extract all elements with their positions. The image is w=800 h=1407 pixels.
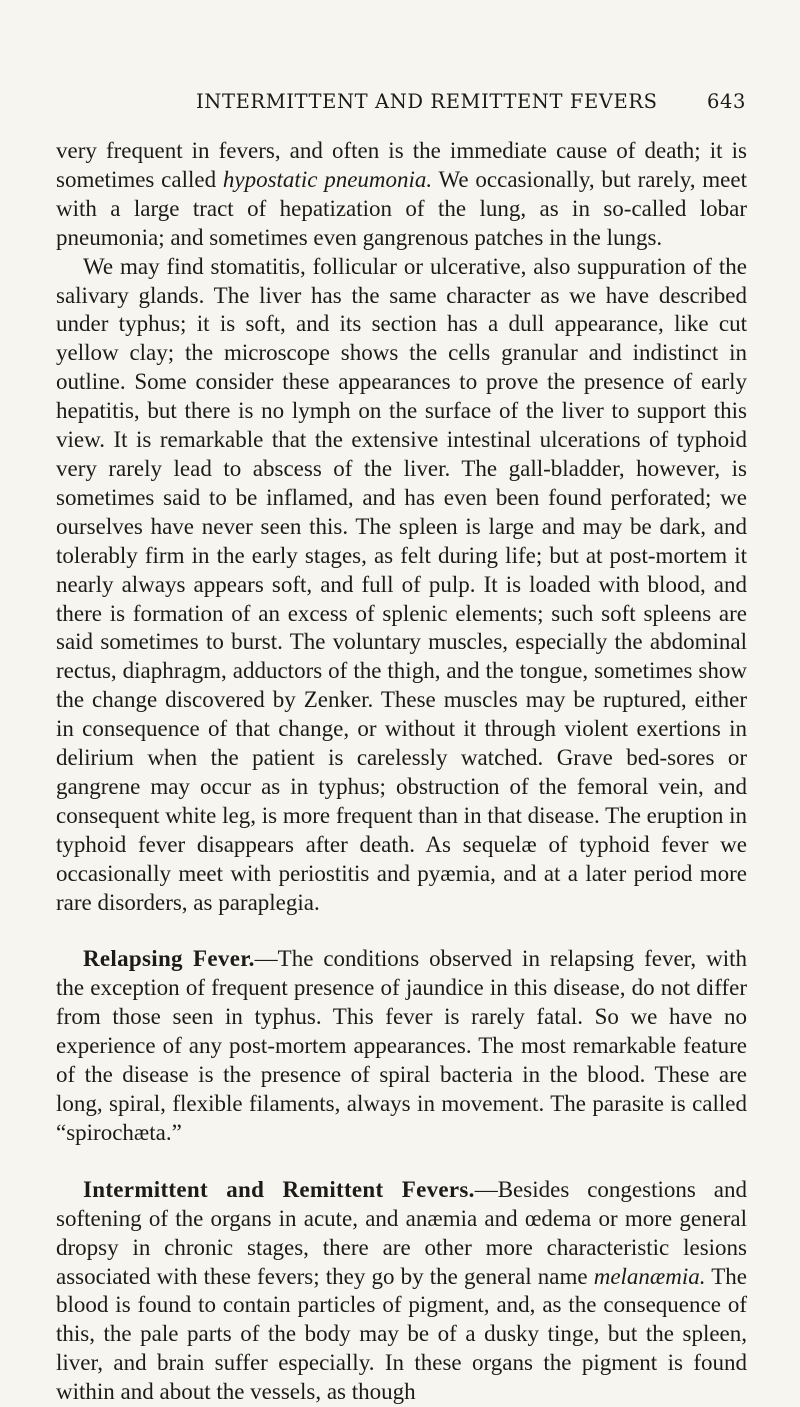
running-header (196, 90, 746, 120)
italic-term: melanæmia. (593, 1263, 706, 1289)
text-run: —The conditions observed in relapsing fever, with the exception of frequent presence of jaundice in this disease, do not differ from those seen in typhus. This fever is rarely fatal. So we have no experience of any post-mortem appearances. The most remarkable feature of the disease is the presence of spiral bacteria in the blood. These are long, spiral, flexible filaments, always in movement. The parasite is called “spirochæta.” (56, 946, 747, 1145)
paragraph (56, 253, 747, 918)
running-header-title: INTERMITTENT AND REMITTENT FEVERS (196, 90, 658, 113)
text-run: —Besides congestions and softening of the organs in acute, and anæmia and œdema or more general dropsy in chronic stages, there are other more characteristic lesions associated with these fevers; they go by the general name (56, 1176, 747, 1289)
page-number: 643 (706, 90, 746, 113)
paragraph (56, 137, 747, 253)
section-paragraph-relapsing-fever (56, 945, 747, 1147)
text-run: very frequent in fevers, and often is the immediate cause of death; it is sometimes called (56, 138, 747, 192)
text-run: We occasionally, but rarely, meet with a large tract of hepatization of the lung, as in so-called lobar pneumonia; and sometimes even gangrenous patches in the lungs. (56, 166, 747, 250)
section-paragraph-intermittent-fevers (56, 1176, 747, 1407)
text-run: We may find stomatitis, follicular or ulcerative, also suppuration of the salivary glands. The liver has the same character as we have described under typhus; it is soft, and its section has a dull appearance, like cut yellow clay; the microscope shows the cells granular and indistinct in outline. Some consider these appearances to prove the presence of early hepatitis, but there is no lymph on the surface of the liver to support this view. It is remarkable that the extensive intestinal ulcerations of typhoid very rarely lead to abscess of the liver. The gall-bladder, however, is sometimes said to be inflamed, and has even been found perforated; we ourselves have never seen this. The spleen is large and may be dark, and tolerably firm in the early stages, as felt during life; but at post-mortem it nearly always appears soft, and full of pulp. It is loaded with blood, and there is formation of an excess of splenic elements; such soft spleens are said sometimes to burst. The voluntary muscles, especially the abdominal rectus, diaphragm, adductors of the thigh, and the tongue, sometimes show the change discovered by Zenker. These muscles may be ruptured, either in consequence of that change, or without it through violent exertions in delirium when the patient is carelessly watched. Grave bed-sores or gangrene may occur as in typhus; obstruction of the femoral vein, and consequent white leg, is more frequent than in that disease. The eruption in typhoid fever disappears after death. As sequelæ of typhoid fever we occasionally meet with periostitis and pyæmia, and at a later period more rare disorders, as paraplegia. (56, 253, 747, 915)
text-run: The blood is found to contain particles of pigment, and, as the consequence of this, the pale parts of the body may be of a dusky tinge, but the spleen, liver, and brain suffer especially. In these organs the pigment is found within and about the vessels, as though (56, 1263, 748, 1405)
section-heading: Relapsing Fever. (83, 946, 255, 972)
section-heading: Intermittent and Remittent Fevers. (83, 1176, 475, 1202)
italic-term: hypostatic pneumonia. (222, 166, 433, 192)
body-text (56, 137, 747, 1407)
